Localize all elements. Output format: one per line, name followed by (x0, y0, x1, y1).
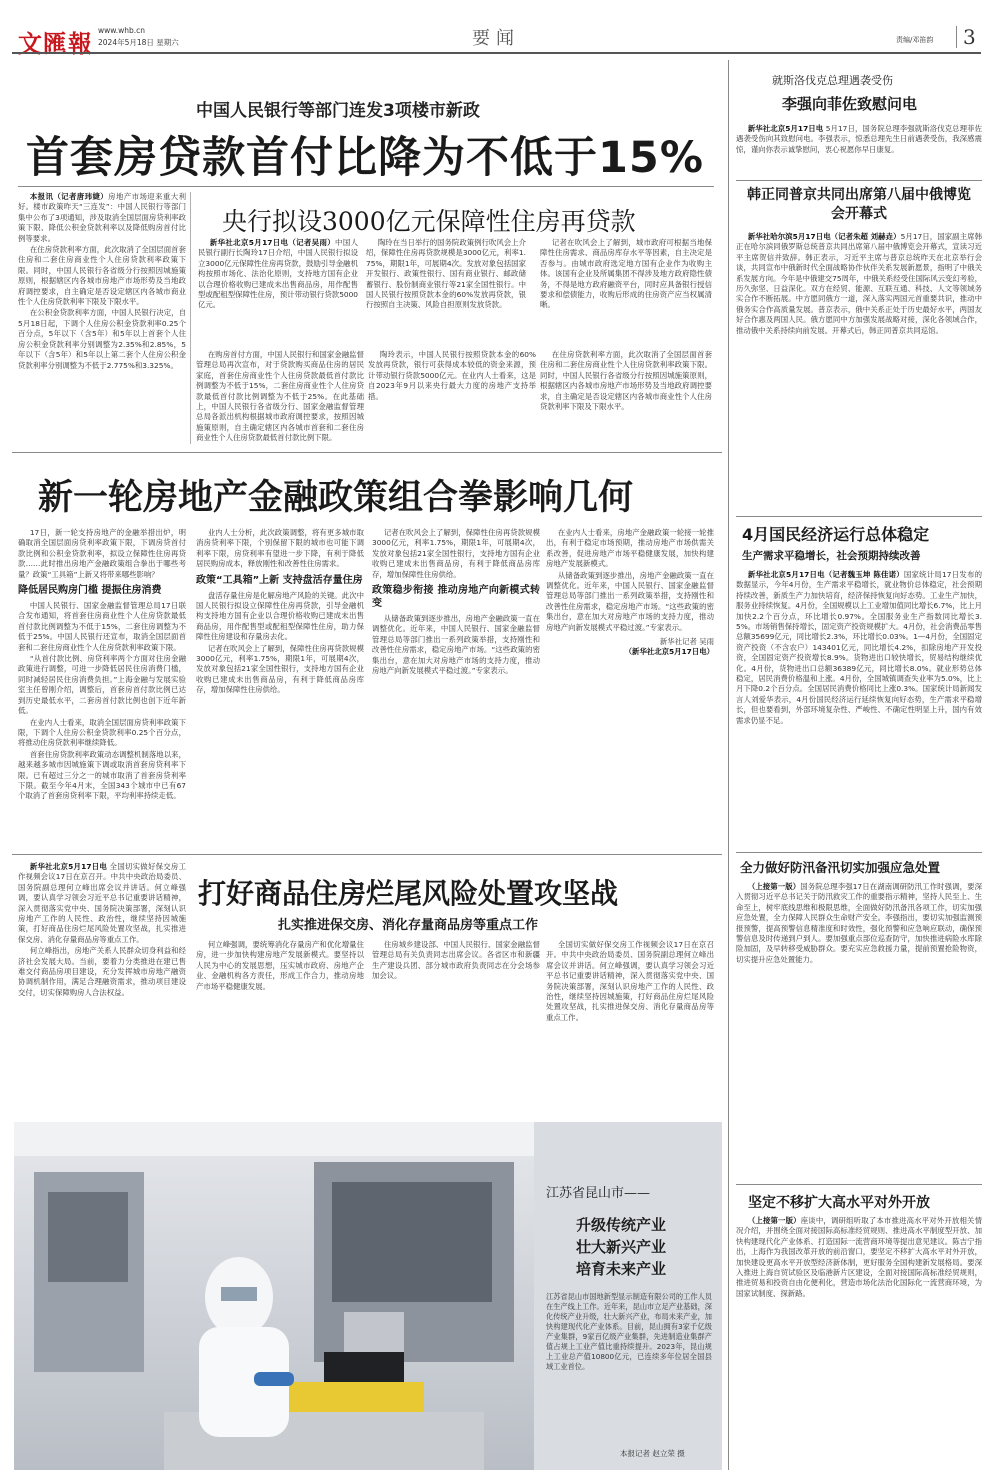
story2-body (736, 232, 982, 512)
story5-byline: （上接第一版） (747, 1216, 801, 1225)
feature-paragraph-8-cont: 记者在吹风会上了解到，保障性住房再贷款规模3000亿元，利率1.75%，期限1年，可展期4次，发放对象包括21家全国性银行，支持地方国有企业收购已建成未出售商品房，有利于降低商品房库存，增加保障性住房供给。 (372, 528, 540, 579)
story4-byline: （上接第一版） (747, 882, 801, 891)
machine-right-window (332, 1182, 492, 1302)
secondary-byline: 新华社北京5月17日电（记者吴雨） (209, 238, 336, 247)
section-rule-1 (12, 452, 722, 453)
feature-paragraph-2: 中国人民银行、国家金融监督管理总局17日联合发布通知，将首套住房商业性个人住房贷款最低首付款比例调整为不低于15%，二套住房调整为不低于25%。中国人民银行还宣布，取消全国层面首套和二套住房商业性个人住房贷款利率政策下限。 (18, 601, 186, 652)
lead-paragraph-4: 在购房首付方面，中国人民银行和国家金融监督管理总局再次宣布，对于贷款购买商品住房的居民家庭，首套住房商业性个人住房贷款最低首付款比例调整为不低于15%，二套住房商业性个人住房贷款最低首付款比例调整为不低于25%。在此基础上，中国人民银行各省级分行、国家金融监督管理总局各派出机构根据城市政府调控要求，按照因城施策原则，自主确定辖区内各城市首套和二套住房商业性个人住房贷款最低首付款比例下限。 (196, 350, 364, 443)
feature-paragraph-8: 记者在吹风会上了解到，保障性住房再贷款规模3000亿元，利率1.75%，期限1年，可展期4次，发放对象包括21家全国性银行，支持地方国有企业收购已建成未出售商品房，有利于降低商品房库存，增加保障性住房供给。 (196, 643, 364, 695)
secondary-body-col4 (368, 350, 536, 446)
secondary-paragraph-1: 中国人民银行副行长陶玲17日介绍，中国人民银行拟设立3000亿元保障性住房再贷款，鼓励引导金融机构按照市场化、法治化原则，支持地方国有企业以合理价格收购已建成未出售商品房，用作配售型或配租型保障性住房，预计带动银行贷款5000亿元。 (198, 238, 358, 310)
feature-paragraph-9-cont: 从储备政策到逐步推出，房地产金融政策一直在调整优化。近年来，中国人民银行、国家金融监督管理总局等部门推出一系列政策举措，支持刚性和改善性住房需求，稳定房地产市场。“这些政策的密集出台，意在加大对房地产市场的支持力度，推动房地产向新发展模式平稳过渡。”专家表示。 (546, 570, 714, 632)
feature-headline: 新一轮房地产金融政策组合拳影响几何 (38, 477, 634, 518)
story1-text: 5月17日，国务院总理李强就斯洛伐克总理菲佐遇袭受伤向其致慰问电。李强表示，惊悉总理先生日前遇袭受伤，我深感震惊，谨向你表示诚挚慰问，衷心祝愿你早日康复。 (736, 124, 982, 154)
secondary-paragraph-2: 陶玲在当日举行的国务院政策例行吹风会上介绍，保障性住房再贷款规模是3000亿元，利率1.75%，期限1年，可展期4次。发放对象包括国家开发银行、政策性银行、国有商业银行、邮政储蓄银行、股份制商业银行等21家全国性银行。中国人民银行按照贷款本金的60%发放再贷款，银行按照自主决策、风险自担原则发放贷款。 (366, 238, 526, 310)
housing-col4 (546, 940, 714, 1112)
section-title: 要闻 (472, 28, 520, 49)
lead-paragraph-2-cont: 在住房贷款利率方面，此次取消了全国层面首套住房和二套住房商业性个人住房贷款利率政策下限。同时，中国人民银行各省级分行按照因城施策原则，根据辖区内各城市房地产市场形势及当地政府调控要求，自主确定是否设定辖区内各城市商业性个人住房贷款利率下限及下限水平。 (540, 350, 712, 412)
feature-col1 (18, 528, 186, 846)
story3-byline: 新华社北京5月17日电（记者魏玉坤 陈佳诺） (747, 570, 904, 579)
ceiling-lights (14, 1122, 534, 1156)
secondary-headline: 央行拟设3000亿元保障性住房再贷款 (222, 207, 636, 236)
housing-paragraph-4: 住房城乡建设部、中国人民银行、国家金融监督管理总局有关负责同志出席会议。各省区市和新疆生产建设兵团、部分城市政府负责同志在分会场参加会议。 (372, 940, 540, 981)
feature-paragraph-7: 盘活存量住房是化解房地产风险的关键。此次中国人民银行拟设立保障性住房再贷款，引导金融机构支持地方国有企业以合理价格收购已建成未出售商品房，用作配售型或配租型保障性住房，助力保障性住房建设和存量房去化。 (196, 590, 364, 642)
lead-paragraph-2: 在住房贷款利率方面，此次取消了全国层面首套住房和二套住房商业性个人住房贷款利率政策下限。同时，中国人民银行各省级分行按照因城施策原则，根据辖区内各城市房地产市场形势及当地政府调控要求，自主确定是否设定辖区内各城市商业性个人住房贷款利率下限及下限水平。 (18, 245, 186, 307)
story4-headline: 全力做好防汛备汛切实加强应急处置 (740, 860, 941, 875)
photo-location: 江苏省昆山市—— (546, 1186, 651, 1201)
right-rule-3 (736, 852, 982, 853)
photo-title-1: 升级传统产业 (576, 1216, 667, 1234)
story2-headline: 韩正同普京共同出席第八届中俄博览会开幕式 (747, 187, 971, 222)
lead-kicker: 中国人民银行等部门连发3项楼市新政 (196, 101, 480, 121)
housing-paragraph-1: 全国切实做好保交房工作视频会议17日在京召开。中共中央政治局委员、国务院副总理何立峰出席会议并讲话。何立峰强调，要认真学习领会习近平总书记重要讲话精神，深入贯彻落实党中央、国务院决策部署，深刻认识房地产工作的人民性、政治性，继续坚持因城施策，打好商品住房烂尾风险处置攻坚战，扎实推进保交房、消化存量商品房等重点工作。 (18, 862, 186, 944)
masthead-date: 2024年5月18日 星期六 (98, 38, 179, 47)
story1-kicker: 就斯洛伐克总理遇袭受伤 (772, 74, 893, 87)
feature-paragraph-1: 17日，新一轮支持房地产的金融举措出炉，明确取消全国层面房贷利率政策下限，下调房贷首付款比例和公积金贷款利率，拟设立保障性住房再贷款……此时推出房地产金融政策组合拳出于哪些考量？政策“工具箱”上新又将带来哪些影响？ (18, 528, 186, 579)
right-rule-4 (736, 1184, 982, 1185)
feature-col2 (196, 528, 364, 846)
housing-col3 (372, 940, 540, 1112)
right-rule-1 (736, 180, 982, 181)
secondary-body-col2 (366, 238, 526, 344)
photo-caption: 江苏省昆山市国地新型显示制造有限公司的工作人员在生产线上工作。近年来，昆山市立足产业基础，深化传统产业升级，壮大新兴产业，布局未来产业，加快构建现代化产业体系。目前，昆山拥有3家千亿级产业集群，9家百亿级产业集群，先进制造业集群产值占规上工业产值比重持续提升。2023年，昆山规上工业总产值10800亿元，已连续多年位居全国县域工业首位。 (546, 1292, 712, 1371)
housing-paragraph-3: 何立峰强调，要统筹消化存量房产和优化增量住房，进一步加快构建房地产发展新模式。要坚持以人民为中心的发展思想，压实城市政府、房地产企业、金融机构各方责任，形成工作合力，推动房地产市场平稳健康发展。 (196, 940, 364, 991)
housing-byline: 新华社北京5月17日电 (29, 862, 108, 871)
story1-byline: 新华社北京5月17日电 (747, 124, 824, 133)
story5-headline: 坚定不移扩大高水平对外开放 (748, 1195, 930, 1211)
story1-headline: 李强向菲佐致慰问电 (782, 95, 918, 113)
feature-signature: 新华社记者 吴雨 (659, 637, 714, 647)
feature-paragraph-4: 在业内人士看来，取消全国层面房贷利率政策下限，下调个人住房公积金贷款利率0.25个百分点，将推动住房贷款利率继续降低。 (18, 717, 186, 748)
story2-text: 5月17日，国家副主席韩正在哈尔滨同俄罗斯总统普京共同出席第八届中俄博览会开幕式，宣读习近平主席贺信并致辞。韩正表示，习近平主席与普京总统昨天在北京举行会谈，共同宣布中俄新时代全面战略协作伙伴关系发展新愿景，指明了中俄关系发展方向。今年是中俄建交75周年，中俄关系经受住国际风云变幻考验，历久弥坚、日益深化。双方在经贸、能源、互联互通、科技、人文等领域务实合作不断拓展。中方愿同俄方一道，深入落实两国元首重要共识，推动中俄务实合作高质量发展。普京表示，俄中关系正处于历史最好水平，两国友好合作惠及两国人民。俄方愿同中方加强发展战略对接，深化各领域合作，推动俄中关系持续向前发展。开幕式后，韩正同普京共同巡馆。 (736, 232, 982, 335)
housing-col1 (18, 862, 186, 1112)
feature-paragraph-5: 首套住房贷款利率政策动态调整机制落地以来，越来越多城市因城施策下调或取消首套房贷利率下限。已有超过三分之一的城市取消了首套房贷利率下限。截至今年4月末，全国343个城市中已有67个取消了首套房贷利率下限，平均利率持续走低。 (18, 749, 186, 801)
worker-glove (254, 1372, 294, 1386)
photo-title-2: 壮大新兴产业 (576, 1238, 667, 1256)
secondary-paragraph-3: 记者在吹风会上了解到，城市政府可根据当地保障性住房需求、商品房库存水平等因素，自主决定是否参与。由城市政府选定地方国有企业作为收购主体。该国有企业及所属集团不得涉及地方政府隐性债务，不得是地方政府融资平台，同时应具备银行授信要求和偿债能力，收购后形成的住房资产应当权属清晰。 (540, 238, 712, 310)
lead-paragraph-3: 在公积金贷款利率方面，中国人民银行决定，自5月18日起，下调个人住房公积金贷款利率0.25个百分点，5年以下（含5年）和5年以上首套个人住房公积金贷款利率分别调整为2.35%和2.85%，5年以下（含5年）和5年以上第二套个人住房公积金贷款利率分别调整为不低于2.775%和3.325%。 (18, 308, 186, 370)
feature-paragraph-10: 在业内人士看来，房地产金融政策一轮接一轮推出，有利于稳定市场预期，推动房地产市场供需关系改善，促进房地产市场平稳健康发展，加快构建房地产发展新模式。 (546, 528, 714, 569)
right-column-divider (728, 60, 729, 1470)
masthead-editor: 责编/邓笛韵 (896, 36, 934, 44)
story2-byline: 新华社哈尔滨5月17日电（记者朱超 刘赫垚） (747, 232, 901, 241)
factory-photo (14, 1122, 534, 1470)
masthead-rule (12, 52, 981, 54)
lead-headline: 首套房贷款首付比降为不低于15% (26, 133, 704, 183)
photo-title-3: 培育未来产业 (576, 1260, 667, 1278)
feature-paragraph-6: 业内人士分析，此次政策调整，将有更多城市取消房贷利率下限，个别保留下限的城市也可能下调利率下限，房贷利率有望进一步下降，有利于降低居民购房成本，释放刚性和改善性住房需求。 (196, 528, 364, 569)
story3-headline: 4月国民经济运行总体稳定 (742, 525, 930, 544)
story3-body (736, 570, 982, 846)
story3-text: 国家统计局17日发布的数据显示，今年4月份，生产需求平稳增长，就业物价总体稳定，社会预期持续改善，新质生产力加快培育，经济保持恢复向好态势。工业生产加快，服务业持续恢复。4月份，全国规模以上工业增加值同比增长6.7%，比上月加快2.2个百分点，环比增长0.97%。全国服务业生产指数同比增长3.5%。市场销售保持增长，固定资产投资规模扩大。4月份，社会消费品零售总额35699亿元，同比增长2.3%，环比增长0.03%。1—4月份，全国固定资产投资（不含农户）143401亿元，同比增长4.2%，扣除房地产开发投资，全国固定资产投资增长8.9%。货物进出口较快增长，贸易结构继续优化。4月份，货物进出口总额36389亿元，同比增长8.0%。就业形势总体稳定，居民消费价格温和上涨。4月份，全国城镇调查失业率为5.0%，比上月下降0.2个百分点。全国居民消费价格同比上涨0.3%。国家统计局新闻发言人刘爱华表示，4月份国民经济运行延续恢复向好态势，生产需求平稳增长，但也要看到，外部环境复杂性、严峻性、不确定性明显上升，国内有效需求仍显不足。 (736, 570, 982, 725)
lead-byline: 本报讯（记者唐玮婕） (29, 192, 109, 201)
story4-body (736, 882, 982, 1178)
feature-subhead-1: 降低居民购房门槛 提振住房消费 (18, 585, 162, 597)
right-rule-2 (736, 516, 982, 517)
column-divider (190, 192, 191, 444)
housing-subtitle: 扎实推进保交房、消化存量商品房等重点工作 (278, 918, 539, 933)
machine-window (48, 1192, 128, 1282)
section-rule-2 (12, 854, 722, 855)
secondary-body-col1 (198, 238, 358, 344)
feature-col3 (372, 528, 540, 846)
housing-paragraph-2: 何立峰指出，房地产关系人民群众切身利益和经济社会发展大局。当前，要着力分类推进在建已售难交付商品房项目建设，充分发挥城市房地产融资协调机制作用，满足合理融资需求，推动项目建设交付，切实保障购房人合法权益。 (18, 946, 186, 997)
feature-paragraph-9: 从储备政策到逐步推出，房地产金融政策一直在调整优化。近年来，中国人民银行、国家金融监督管理总局等部门推出一系列政策举措，支持刚性和改善性住房需求，稳定房地产市场。“这些政策的密集出台，意在加大对房地产市场的支持力度，推动房地产向新发展模式平稳过渡。”专家表示。 (372, 614, 540, 676)
housing-headline: 打好商品住房烂尾风险处置攻坚战 (198, 877, 619, 910)
lead-body-continued (196, 350, 364, 446)
photo-credit: 本报记者 赵立荣 摄 (620, 1449, 685, 1458)
lead-body (18, 192, 186, 444)
story4-text: 国务院总理李强17日在湖南调研防汛工作时强调，要深入贯彻习近平总书记关于防汛救灾工作的重要指示精神，坚持人民至上、生命至上，树牢底线思维和极限思维，全面做好防汛备汛各项工作，切实加强应急处置，全力保障人民群众生命财产安全。李强指出，要切实加强监测预报预警，提高预警信息精准度和时效性，强化预警和应急响应联动，确保预警信息及时传递到户到人。要加强重点部位巡查防守，加快推进病险水库除险加固，及早转移受威胁群众。要充实应急救援力量，提前预置抢险物资，切实提升应急处置能力。 (736, 882, 982, 964)
newspaper-logo: 文匯報 (18, 29, 93, 58)
masthead-url: www.whb.cn (98, 26, 146, 35)
lead-rule (18, 186, 714, 187)
secondary-paragraph-4: 陶玲表示，中国人民银行按照贷款本金的60%发放再贷款，银行可获得成本较低的资金来源，预计带动银行贷款5000亿元。在业内人士看来，这是自2023年9月以来央行最大力度的房地产支持举措。 (368, 350, 536, 401)
lead-paragraph-1: 房地产市场迎来重大利好。楼市政策昨天“三连发”：中国人民银行等部门集中公布了3项通知，涉及取消全国层面房贷利率政策下限、降低公积金贷款利率以及降低购房首付比例等要求。 (18, 192, 186, 243)
feature-subhead-3: 政策稳步衔接 推动房地产向新模式转变 (372, 585, 540, 610)
feature-paragraph-3: “从首付款比例、房贷利率两个方面对住房金融政策进行调整，可进一步降低居民住房消费门槛，同时减轻居民住房消费负担。”上海金融与发展实验室主任曾刚介绍，调整后，首套房首付款比例已达到历史最低水平，二套房首付款比例也创下近年新低。 (18, 654, 186, 716)
feature-dateline: （新华社北京5月17日电） (624, 647, 714, 657)
feature-subhead-2: 政策“工具箱”上新 支持盘活存量住房 (196, 574, 363, 586)
story5-text: 座谈中，调研组听取了本市推进高水平对外开放相关情况介绍，并围绕全面对接国际高标准经贸规则、推进高水平制度型开放、加快构建现代化产业体系、打造国际一流营商环境等提出意见建议。陈吉宁指出，上海作为我国改革开放的前沿窗口，要坚定不移扩大高水平对外开放，加快建设更高水平开放型经济新体制，更好服务全国构建新发展格局。要深入推进上海自贸试验区及临港新片区建设，全面对接国际高标准经贸规则，推进贸易和投资自由化便利化，营造市场化法治化国际化一流营商环境，为国家试制度、探新路。 (736, 1216, 982, 1298)
story5-body (736, 1216, 982, 1472)
lead-body-col5 (540, 350, 712, 446)
story3-subtitle: 生产需求平稳增长，社会预期持续改善 (742, 550, 921, 562)
housing-paragraph-1-cont: 全国切实做好保交房工作视频会议17日在京召开。中共中央政治局委员、国务院副总理何立峰出席会议并讲话。何立峰强调，要认真学习领会习近平总书记重要讲话精神，深入贯彻落实党中央、国务院决策部署，深刻认识房地产工作的人民性、政治性，继续坚持因城施策，打好商品住房烂尾风险处置攻坚战，扎实推进保交房、消化存量商品房等重点工作。 (546, 940, 714, 1022)
page-number: 3 (956, 26, 976, 48)
feature-col4 (546, 528, 714, 846)
story1-body (736, 124, 982, 174)
housing-col2 (196, 940, 364, 1112)
worker-visor (221, 1287, 257, 1301)
secondary-body-col3 (540, 238, 712, 344)
